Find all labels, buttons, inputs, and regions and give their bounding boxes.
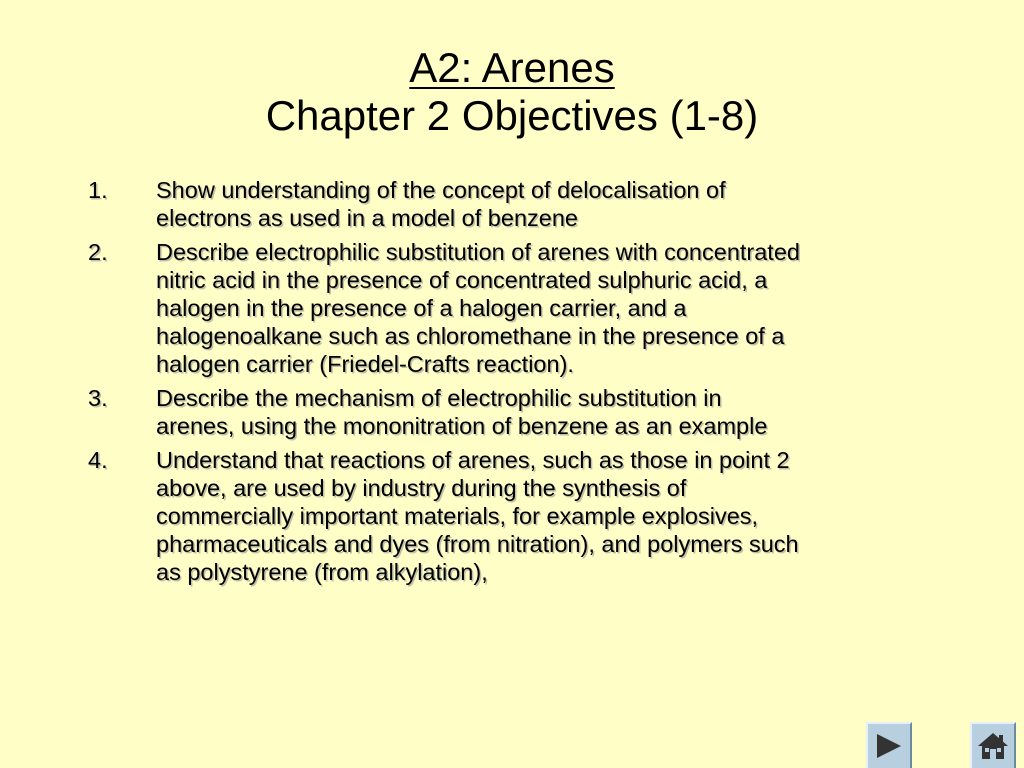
objective-line: Describe electrophilic substitution of arenes with concentrated [156, 239, 800, 265]
objective-line: Understand that reactions of arenes, such as those in point 2 [156, 447, 790, 473]
objective-line: Show understanding of the concept of delocalisation of [156, 177, 726, 203]
objective-line: arenes, using the mononitration of benzene as an example [156, 413, 768, 439]
slide-title [0, 44, 1024, 140]
objective-item [88, 384, 958, 440]
title-line-2: Chapter 2 Objectives (1-8) [265, 92, 759, 139]
objective-line: electrons as used in a model of benzene [156, 205, 578, 231]
play-arrow-icon [874, 732, 904, 760]
objective-line: Describe the mechanism of electrophilic substitution in [156, 385, 722, 411]
objective-number: 1. [88, 177, 108, 203]
objective-line: halogen carrier (Friedel-Crafts reaction). [156, 351, 574, 377]
objective-number: 2. [88, 239, 108, 265]
objectives-list [88, 176, 958, 592]
objective-line: as polystyrene (from alkylation), [156, 559, 488, 585]
objective-line: halogen in the presence of a halogen carrier, and a [156, 295, 687, 321]
objective-text [156, 238, 958, 378]
objective-item [88, 238, 958, 378]
objective-line: nitric acid in the presence of concentrated sulphuric acid, a [156, 267, 768, 293]
objective-line: halogenoalkane such as chloromethane in the presence of a [156, 323, 785, 349]
objective-item [88, 446, 958, 586]
home-button[interactable] [970, 722, 1016, 768]
objective-text [156, 384, 958, 440]
objective-number: 3. [88, 385, 108, 411]
home-icon [976, 731, 1010, 761]
objective-number: 4. [88, 447, 108, 473]
objective-line: above, are used by industry during the synthesis of [156, 475, 687, 501]
objective-text [156, 446, 958, 586]
objective-text [156, 176, 958, 232]
objective-line: commercially important materials, for example explosives, [156, 503, 759, 529]
next-slide-button[interactable] [866, 722, 912, 768]
objective-line: pharmaceuticals and dyes (from nitration), and polymers such [156, 531, 799, 557]
title-line-1: A2: Arenes [409, 44, 615, 91]
objective-item [88, 176, 958, 232]
